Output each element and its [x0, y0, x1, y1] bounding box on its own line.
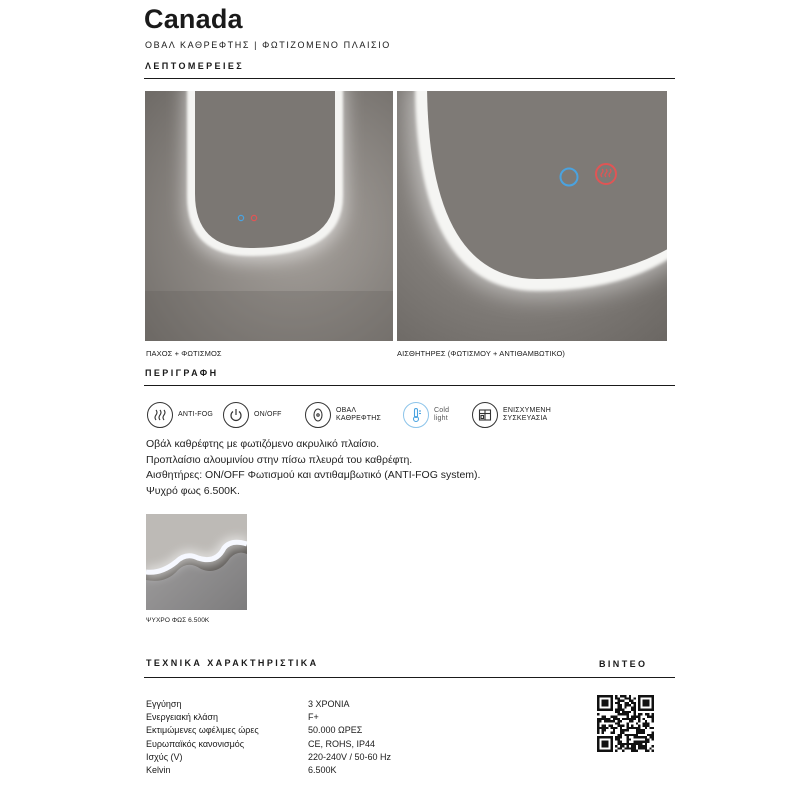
- feature-oval-mirror: [305, 402, 381, 428]
- details-heading: ΛΕΠΤΟΜΕΡΕΙΕΣ: [145, 61, 245, 71]
- feature-label-line: ΟΒΑΛ: [336, 407, 357, 414]
- feature-label-line: ΕΝΙΣΧΥΜΕΝΗ: [503, 407, 551, 414]
- spec-row: [146, 711, 391, 724]
- video-qr-code[interactable]: [597, 695, 654, 752]
- feature-cold-light: [403, 402, 449, 428]
- description-text: [146, 437, 480, 499]
- feature-label-line: ΣΥΣΚΕΥΑΣΙΑ: [503, 415, 548, 422]
- spec-row: [146, 764, 391, 777]
- specs-heading: ΤΕΧΝΙΚΑ ΧΑΡΑΚΤΗΡΙΣΤΙΚΑ: [146, 658, 319, 668]
- spec-key: Kelvin: [146, 765, 171, 776]
- details-divider: [144, 78, 675, 79]
- specs-table: [146, 698, 391, 777]
- description-line: Αισθητήρες: ON/OFF Φωτισμού και αντιθαμβωτικό (ANTI-FOG system).: [146, 469, 481, 481]
- spec-value: 50.000 ΩΡΕΣ: [308, 725, 363, 736]
- video-heading: ΒΙΝΤΕΟ: [599, 659, 648, 669]
- spec-value: 220-240V / 50-60 Hz: [308, 751, 392, 762]
- spec-key: Ισχύς (V): [146, 751, 183, 762]
- feature-label: ON/OFF: [254, 411, 282, 418]
- spec-key: Εκτιμώμενες ωφέλιμες ώρες: [146, 725, 259, 736]
- spec-key: Ενεργειακή κλάση: [146, 712, 218, 723]
- mirror-thickness-photo: [145, 91, 393, 341]
- description-divider: [144, 385, 675, 386]
- feature-label: ANTI-FOG: [178, 411, 214, 418]
- product-subtitle: ΟΒΑΛ ΚΑΘΡΕΦΤΗΣ | ΦΩΤΙΖΟΜΕΝΟ ΠΛΑΙΣΙΟ: [145, 40, 391, 50]
- package-icon: [472, 402, 498, 428]
- cold-light-sample-photo: [146, 514, 247, 610]
- sensors-closeup-photo: [397, 91, 667, 341]
- feature-label-line: light: [434, 415, 448, 422]
- spec-value: 3 ΧΡΟΝΙΑ: [308, 699, 350, 709]
- spec-row: [146, 751, 391, 764]
- product-title: Canada: [144, 4, 243, 34]
- sample-caption: ΨΥΧΡΟ ΦΩΣ 6.500K: [146, 617, 210, 624]
- spec-key: Εγγύηση: [146, 699, 182, 709]
- description-line: Οβάλ καθρέφτης με φωτιζόμενο ακρυλικό πλαίσιο.: [146, 438, 380, 450]
- anti-fog-icon: [147, 402, 173, 428]
- description-line: Ψυχρό φως 6.500K.: [146, 484, 240, 497]
- feature-label-line: Cold: [434, 407, 450, 414]
- spec-value: F+: [308, 712, 319, 723]
- photo-caption-sensors: ΑΙΣΘΗΤΗΡΕΣ (ΦΩΤΙΣΜΟΥ + ΑΝΤΙΘΑΜΒΩΤΙΚΟ): [397, 349, 566, 358]
- specs-divider: [144, 677, 675, 678]
- spec-row: [146, 698, 391, 711]
- power-icon: [223, 402, 249, 428]
- feature-packaging: [472, 402, 551, 428]
- description-line: Προπλαίσιο αλουμινίου στην πίσω πλευρά του καθρέφτη.: [146, 453, 413, 466]
- spec-row: [146, 738, 391, 751]
- feature-on-off: [223, 402, 282, 428]
- thermometer-icon: [403, 402, 429, 428]
- description-heading: ΠΕΡΙΓΡΑΦΗ: [145, 368, 219, 378]
- spec-key: Ευρωπαϊκός κανονισμός: [146, 738, 245, 749]
- feature-anti-fog: [147, 402, 213, 428]
- spec-value: CE, ROHS, IP44: [308, 738, 376, 749]
- spec-value: 6.500K: [308, 765, 337, 776]
- oval-mirror-icon: [305, 402, 331, 428]
- photo-caption-thickness: ΠΑΧΟΣ + ΦΩΤΙΣΜΟΣ: [146, 349, 222, 358]
- spec-row: [146, 724, 391, 737]
- feature-label-line: ΚΑΘΡΕΦΤΗΣ: [336, 415, 382, 422]
